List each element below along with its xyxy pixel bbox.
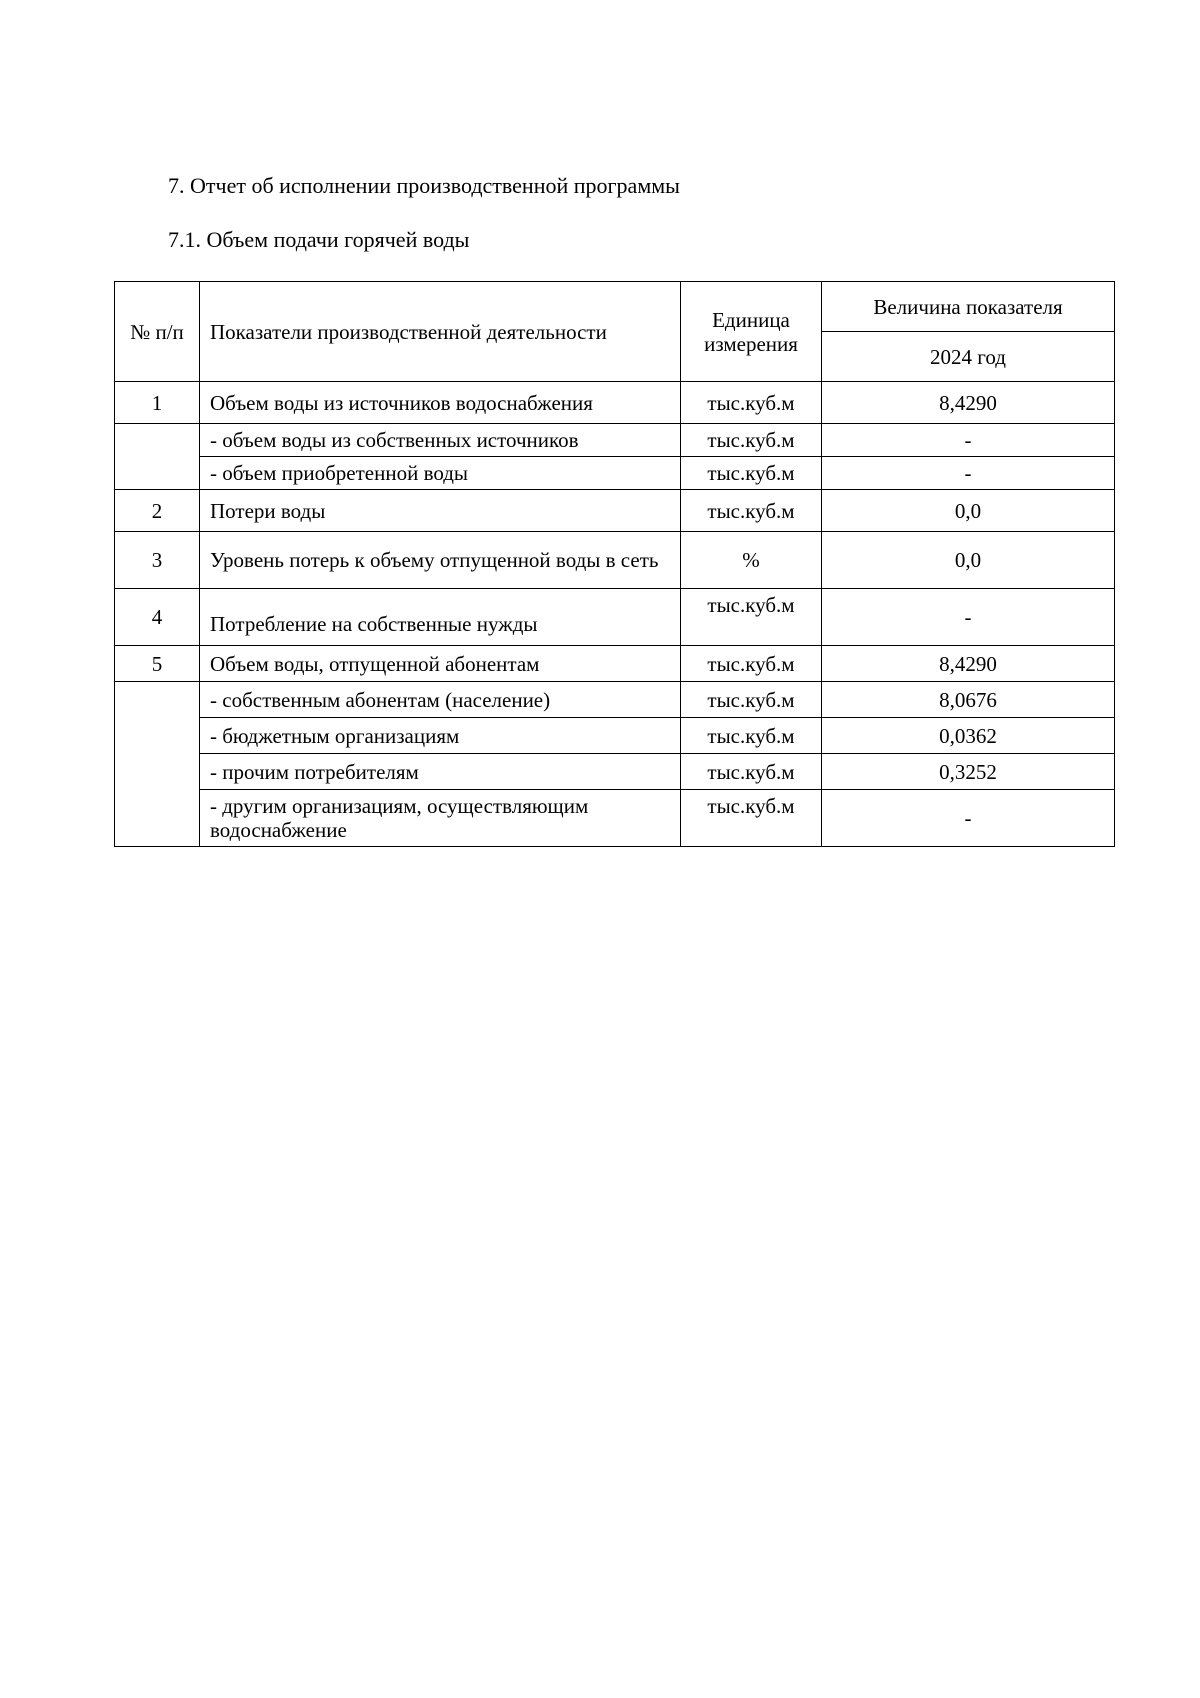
row-indicator: - собственным абонентам (население) bbox=[200, 682, 681, 718]
row-indicator: - прочим потребителям bbox=[200, 754, 681, 790]
header-unit bbox=[681, 282, 822, 382]
row-num: 5 bbox=[115, 646, 200, 682]
table-row bbox=[115, 589, 1115, 646]
table-row bbox=[115, 457, 1115, 490]
row-unit: тыс.куб.м bbox=[681, 718, 822, 754]
table-row bbox=[115, 682, 1115, 718]
header-unit-line2: измерения bbox=[704, 331, 798, 356]
table-row bbox=[115, 790, 1115, 847]
header-unit-line1: Единица bbox=[712, 307, 790, 332]
row-unit: тыс.куб.м bbox=[681, 646, 822, 682]
row-unit: тыс.куб.м bbox=[681, 682, 822, 718]
row-indicator: Потери воды bbox=[200, 490, 681, 532]
row-num: 1 bbox=[115, 382, 200, 424]
row-value: 0,0 bbox=[822, 532, 1115, 589]
row-value: 0,0362 bbox=[822, 718, 1115, 754]
row-unit: % bbox=[681, 532, 822, 589]
table-header-row bbox=[115, 282, 1115, 332]
row-unit: тыс.куб.м bbox=[681, 589, 822, 646]
row-value: - bbox=[822, 589, 1115, 646]
row-value: 8,0676 bbox=[822, 682, 1115, 718]
row-value: - bbox=[822, 790, 1115, 847]
table-row bbox=[115, 490, 1115, 532]
row-indicator: Объем воды из источников водоснабжения bbox=[200, 382, 681, 424]
row-indicator: Объем воды, отпущенной абонентам bbox=[200, 646, 681, 682]
row-num: 3 bbox=[115, 532, 200, 589]
row-indicator: - другим организациям, осуществляющим водоснабжение bbox=[200, 790, 681, 847]
row-value: 0,0 bbox=[822, 490, 1115, 532]
table-row bbox=[115, 532, 1115, 589]
header-num: № п/п bbox=[115, 282, 200, 382]
row-indicator: Потребление на собственные нужды bbox=[200, 589, 681, 646]
row-value: - bbox=[822, 424, 1115, 457]
row-value: - bbox=[822, 457, 1115, 490]
section-heading: 7. Отчет об исполнении производственной программы bbox=[168, 173, 680, 198]
row-num: 2 bbox=[115, 490, 200, 532]
row-value: 8,4290 bbox=[822, 382, 1115, 424]
row-indicator: - объем приобретенной воды bbox=[200, 457, 681, 490]
header-value-group: Величина показателя bbox=[822, 282, 1115, 332]
row-unit: тыс.куб.м bbox=[681, 457, 822, 490]
row-unit: тыс.куб.м bbox=[681, 490, 822, 532]
row-num: 4 bbox=[115, 589, 200, 646]
water-supply-table bbox=[114, 281, 1115, 847]
row-num bbox=[115, 424, 200, 490]
subsection-heading: 7.1. Объем подачи горячей воды bbox=[168, 227, 470, 252]
header-indicator: Показатели производственной деятельности bbox=[200, 282, 681, 382]
row-unit: тыс.куб.м bbox=[681, 754, 822, 790]
row-unit: тыс.куб.м bbox=[681, 382, 822, 424]
table-row bbox=[115, 646, 1115, 682]
row-indicator: Уровень потерь к объему отпущенной воды в сеть bbox=[200, 532, 681, 589]
row-num bbox=[115, 682, 200, 847]
header-year: 2024 год bbox=[822, 332, 1115, 382]
table-row bbox=[115, 424, 1115, 457]
row-unit: тыс.куб.м bbox=[681, 424, 822, 457]
row-indicator: - бюджетным организациям bbox=[200, 718, 681, 754]
row-value: 8,4290 bbox=[822, 646, 1115, 682]
row-indicator: - объем воды из собственных источников bbox=[200, 424, 681, 457]
table-row bbox=[115, 754, 1115, 790]
row-unit: тыс.куб.м bbox=[681, 790, 822, 847]
table-row bbox=[115, 382, 1115, 424]
row-value: 0,3252 bbox=[822, 754, 1115, 790]
table-row bbox=[115, 718, 1115, 754]
